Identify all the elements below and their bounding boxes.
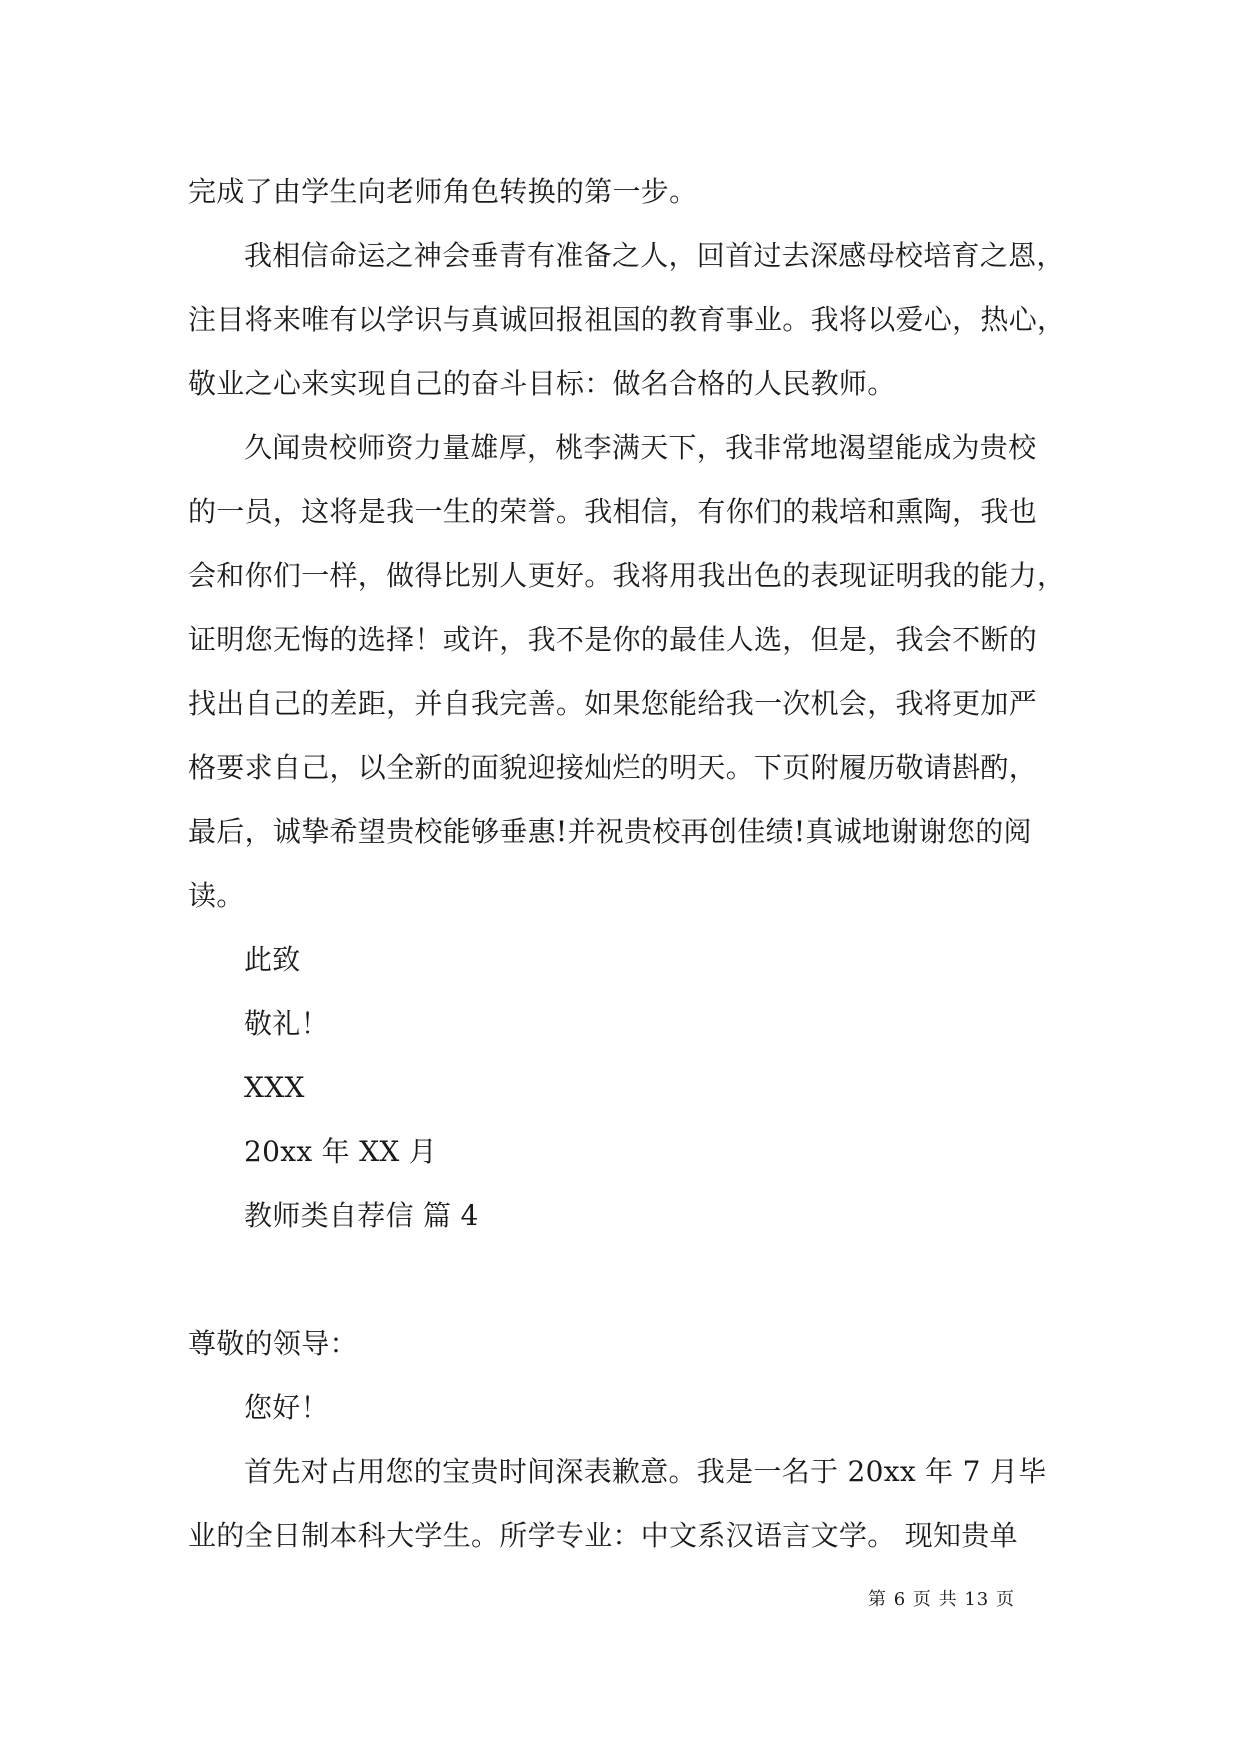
signature-name: XXX bbox=[244, 1071, 305, 1104]
paragraph-line: 久闻贵校师资力量雄厚，桃李满天下，我非常地渴望能成为贵校 bbox=[244, 431, 1037, 464]
paragraph-line: 读。 bbox=[188, 879, 245, 912]
paragraph-line: 格要求自己，以全新的面貌迎接灿烂的明天。下页附履历敬请斟酌， bbox=[188, 751, 1038, 784]
signature-date: 20xx 年 XX 月 bbox=[244, 1135, 438, 1168]
section-gap bbox=[188, 1248, 1058, 1312]
page-number-footer: 第 6 页 共 13 页 bbox=[868, 1589, 1015, 1610]
section-heading: 教师类自荐信 篇 4 bbox=[244, 1199, 479, 1232]
closing-regards: 敬礼！ bbox=[244, 1007, 329, 1040]
paragraph-line: 注目将来唯有以学识与真诚回报祖国的教育事业。我将以爱心，热心， bbox=[188, 303, 1066, 336]
letter-salutation: 尊敬的领导： bbox=[188, 1327, 358, 1360]
letter-body bbox=[188, 160, 1066, 1568]
letter-greeting: 您好！ bbox=[244, 1391, 329, 1424]
paragraph-line: 敬业之心来实现自己的奋斗目标：做名合格的人民教师。 bbox=[188, 367, 896, 400]
paragraph-line: 的一员，这将是我一生的荣誉。我相信，有你们的栽培和熏陶，我也 bbox=[188, 495, 1038, 528]
paragraph-line: 最后，诚挚希望贵校能够垂惠!并祝贵校再创佳绩!真诚地谢谢您的阅 bbox=[188, 815, 1032, 848]
paragraph-line: 业的全日制本科大学生。所学专业：中文系汉语言文学。 现知贵单 bbox=[188, 1519, 1018, 1552]
paragraph-line: 会和你们一样，做得比别人更好。我将用我出色的表现证明我的能力， bbox=[188, 559, 1066, 592]
paragraph-line: 完成了由学生向老师角色转换的第一步。 bbox=[188, 175, 698, 208]
paragraph-line: 首先对占用您的宝贵时间深表歉意。我是一名于 20xx 年 7 月毕 bbox=[244, 1455, 1047, 1488]
closing-salutation: 此致 bbox=[244, 943, 301, 976]
paragraph-line: 证明您无悔的选择！或许，我不是你的最佳人选，但是，我会不断的 bbox=[188, 623, 1038, 656]
paragraph-line: 我相信命运之神会垂青有准备之人，回首过去深感母校培育之恩， bbox=[244, 239, 1065, 272]
paragraph-line: 找出自己的差距，并自我完善。如果您能给我一次机会，我将更加严 bbox=[188, 687, 1038, 720]
